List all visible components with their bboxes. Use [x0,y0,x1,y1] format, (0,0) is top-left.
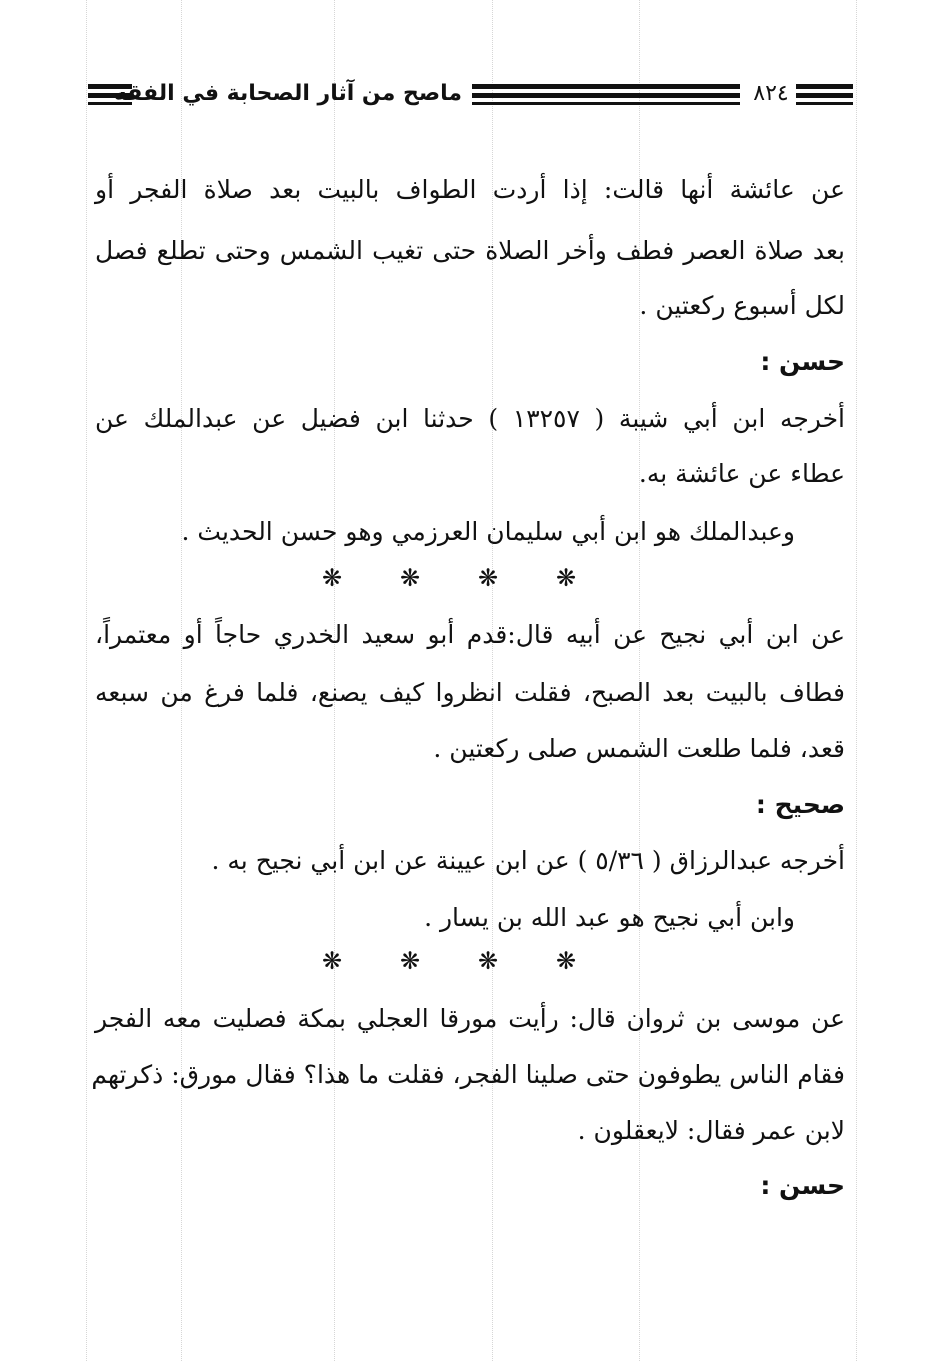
narration-line: قعد، فلما طلعت الشمس صلى ركعتين . [433,734,845,763]
star-ornament-icon: ❋ [321,947,343,975]
takhrij-line: عطاء عن عائشة به. [638,459,845,488]
hadith-grade: صحيح : [755,790,845,819]
section-separator [0,946,943,976]
header-rule-right [796,82,853,106]
star-ornament-icon: ❋ [399,947,421,975]
star-ornament-icon: ❋ [555,564,577,592]
star-ornament-icon: ❋ [399,564,421,592]
scan-guide-line [86,0,87,1361]
narrator-note: وابن أبي نجيح هو عبد الله بن يسار . [424,903,795,932]
star-ornament-icon: ❋ [477,564,499,592]
narration-line: لابن عمر فقال: لايعقلون . [577,1116,845,1145]
star-ornament-icon: ❋ [321,564,343,592]
scan-guide-line [856,0,857,1361]
takhrij-line: أخرجه ابن أبي شيبة ( ١٣٢٥٧ ) حدثنا ابن فضيل عن عبدالملك عن [95,404,845,433]
section-separator [0,563,943,593]
narration-line: بعد صلاة العصر فطف وأخر الصلاة حتى تغيب الشمس وحتى تطلع فصل [95,236,845,265]
narrator-note: وعبدالملك هو ابن أبي سليمان العرزمي وهو حسن الحديث . [181,517,795,546]
header-rule-middle [472,82,740,106]
hadith-grade: حسن : [760,1171,845,1200]
narration-line: عن ابن أبي نجيح عن أبيه قال:قدم أبو سعيد الخدري حاجاً أو معتمراً، [95,620,845,649]
narration-line: عن موسى بن ثروان قال: رأيت مورقا العجلي بمكة فصليت معه الفجر [95,1004,845,1033]
narration-line: عن عائشة أنها قالت: إذا أردت الطواف بالبيت بعد صلاة الفجر أو [95,175,845,204]
narration-line: فطاف بالبيت بعد الصبح، فقلت انظروا كيف يصنع، فلما فرغ من سبعه [95,678,845,707]
page-number: ٨٢٤ [753,81,789,106]
narration-line: لكل أسبوع ركعتين . [639,291,845,320]
star-ornament-icon: ❋ [555,947,577,975]
book-title: ماصح من آثار الصحابة في الفقه [113,81,462,106]
star-ornament-icon: ❋ [477,947,499,975]
running-header [88,78,853,110]
hadith-grade: حسن : [760,347,845,376]
takhrij-line: أخرجه عبدالرزاق ( ٥/٣٦ ) عن ابن عيينة عن ابن أبي نجيح به . [211,846,845,875]
narration-line: فقام الناس يطوفون حتى صلينا الفجر، فقلت ما هذا؟ فقال مورق: ذكرتهم [91,1060,845,1089]
